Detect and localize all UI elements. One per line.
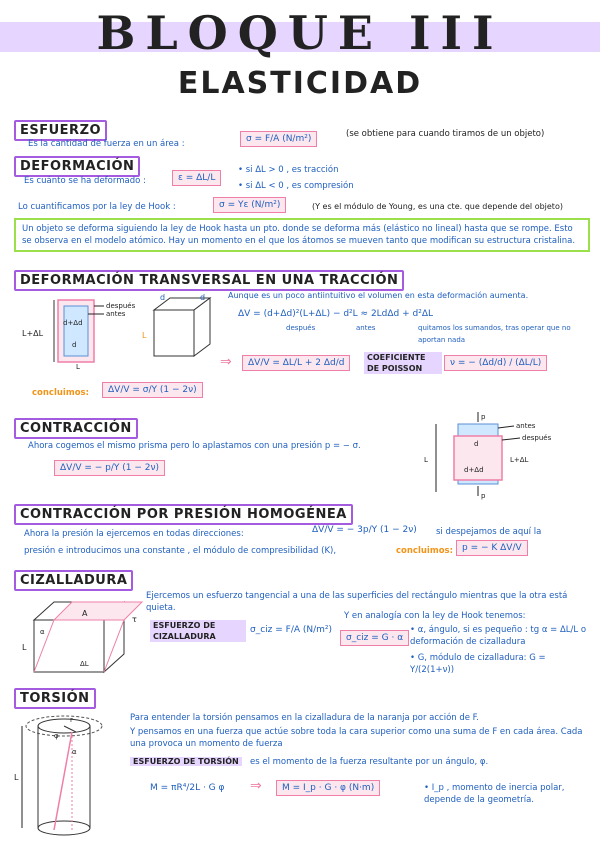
cizalladura-hooke-intro: Y en analogía con la ley de Hook tenemos: (344, 611, 526, 621)
label-d: d (474, 440, 479, 448)
transversal-diagram (14, 292, 224, 374)
label-despues: después (106, 302, 136, 310)
label-d: d (72, 341, 77, 349)
label-p-top: p (481, 413, 486, 421)
callout-antes (498, 426, 514, 428)
label-antes: antes (106, 310, 126, 318)
poisson-formula: ν = − (Δd/d) / (ΔL/L) (444, 355, 547, 371)
cizalladura-desc: Ejercemos un esfuerzo tangencial a una de las superficies del rectángulo mientras que la otra está quieta. (146, 591, 568, 613)
esfuerzo-header: ESFUERZO (14, 120, 107, 141)
label-despues: después (522, 434, 552, 442)
homogenea-desc3: presión e introducimos una constante , el módulo de compresibilidad (K), (24, 546, 337, 556)
deformacion-case-compresion: • si ΔL < 0 , es compresión (238, 181, 354, 191)
homogenea-concl-label: concluimos: (396, 546, 454, 556)
transversal-label-despues: después (286, 324, 316, 332)
label-p-bottom: p (481, 492, 486, 500)
torsion-formula: M = I_p · G · φ (N·m) (276, 780, 380, 796)
poisson-label: COEFICIENTE DE POISSON (364, 352, 442, 374)
torsion-bullet-ip: • I_p , momento de inercia polar, depende de la geometría. (424, 783, 565, 805)
homogenea-eq: ΔV/V = − 3p/Y (1 − 2ν) (312, 525, 417, 535)
torsion-arrow-icon: ⇒ (250, 778, 262, 794)
label-l: L (76, 363, 80, 371)
label-l: L (424, 456, 428, 464)
cizalladura-diagram (14, 590, 144, 680)
arrow-icon: ⇒ (220, 354, 232, 370)
contraccion-header: CONTRACCIÓN (14, 418, 138, 439)
deformacion-header: DEFORMACIÓN (14, 156, 140, 177)
torsion-label-desc: es el momento de la fuerza resultante por un ángulo, φ. (250, 757, 489, 767)
contraccion-formula: ΔV/V = − p/Y (1 − 2ν) (54, 460, 165, 476)
homogenea-desc1: Ahora la presión la ejercemos en todas direcciones: (24, 529, 244, 539)
homogenea-formula: p = − K ΔV/V (456, 540, 528, 556)
transversal-eq2: ΔV/V = ΔL/L + 2 Δd/d (242, 355, 350, 371)
label-dd: d+Δd (464, 466, 484, 474)
homogenea-header: CONTRACCIÓN POR PRESIÓN HOMOGÉNEA (14, 504, 353, 525)
label-a: A (82, 609, 88, 618)
transversal-label-quitamos: quitamos los sumandos, tras operar que no aportan nada (418, 324, 571, 344)
esfuerzo-desc: Es la cantidad de fuerza en un área : (28, 139, 185, 149)
cube-label-d1: d (160, 293, 166, 302)
homogenea-desc2: si despejamos de aquí la (436, 527, 542, 537)
transversal-note: Aunque es un poco antiintuitivo el volumen en esta deformación aumenta. (228, 291, 529, 300)
label-ldl: L+ΔL (510, 456, 529, 464)
cizalladura-bullet-g: • G, módulo de cizalladura: G = Y/(2(1+ν)) (410, 653, 546, 675)
cizalladura-header: CIZALLADURA (14, 570, 133, 591)
label-alpha: α (40, 628, 45, 636)
cizalladura-label: ESFUERZO DE CIZALLADURA (150, 620, 246, 642)
cube-label-d2: d (200, 293, 206, 302)
label-antes: antes (516, 422, 536, 430)
torsion-desc1: Para entender la torsión pensamos en la cizalladura de la naranja por acción de F. (130, 713, 479, 723)
cizalladura-formula: σ_ciz = F/A (N/m²) (250, 625, 333, 635)
contraccion-diagram (420, 410, 590, 502)
torsion-diagram (14, 708, 124, 844)
twisted-line (54, 732, 72, 830)
torsion-eq: M = πR⁴/2L · G φ (150, 783, 225, 793)
hooke-intro: Lo cuantificamos por la ley de Hook : (18, 202, 176, 212)
torsion-header: TORSIÓN (14, 688, 96, 709)
label-alpha: α (72, 748, 77, 756)
callout-despues (502, 438, 520, 440)
deformacion-desc: Es cuánto se ha deformado : (24, 176, 146, 186)
deformacion-case-traccion: • si ΔL > 0 , es tracción (238, 165, 339, 175)
label-dl: ΔL (80, 660, 89, 668)
hooke-note: (Y es el módulo de Young, es una cte. que depende del objeto) (312, 202, 563, 211)
label-l: L (14, 773, 19, 782)
label-ldl: L+ΔL (22, 329, 44, 338)
transversal-header: DEFORMACIÓN TRANSVERSAL EN UNA TRACCIÓN (14, 270, 404, 291)
label-l: L (22, 643, 27, 652)
page-subtitle: ELASTICIDAD (177, 66, 423, 101)
esfuerzo-formula: σ = F/A (N/m²) (240, 131, 317, 147)
cube-label-l: L (142, 331, 147, 340)
label-r: r (70, 716, 73, 724)
label-phi: φ (54, 732, 59, 740)
deformacion-green-note: Un objeto se deforma siguiendo la ley de Hook hasta un pto. donde se deforma más (elástico no lineal) hasta que se rompe. Esto se observa en el modelo atómico. Hay un momento en el que los átomos se mueven tanto que modifican su estructura cristalina. (14, 218, 590, 252)
contraccion-desc: Ahora cogemos el mismo prisma pero lo aplastamos con una presión p = − σ. (28, 441, 361, 451)
label-tau: τ (132, 615, 137, 624)
label-dd: d+Δd (63, 319, 83, 327)
transversal-concl-label: concluimos: (32, 388, 90, 398)
cizalladura-bullet-alpha: • α, ángulo, si es pequeño : tg α = ΔL/L o deformación de cizalladura (410, 625, 587, 647)
page-title: BLOQUE III (96, 6, 504, 60)
deformacion-formula: ε = ΔL/L (172, 170, 221, 186)
transversal-label-antes: antes (356, 324, 376, 332)
transversal-concl-formula: ΔV/V = σ/Y (1 − 2ν) (102, 382, 203, 398)
hooke-formula: σ = Yε (N/m²) (213, 197, 286, 213)
cube-front (154, 310, 194, 356)
cizalladura-hooke: σ_ciz = G · α (340, 630, 409, 646)
torsion-label: ESFUERZO DE TORSIÓN (130, 757, 242, 766)
transversal-eq1: ΔV = (d+Δd)²(L+ΔL) − d²L ≈ 2LdΔd + d²ΔL (238, 309, 434, 319)
cylinder-bottom (38, 821, 90, 835)
torsion-desc2: Y pensamos en una fuerza que actúe sobre toda la cara superior como una suma de F en cada área. Cada una provoca un momento de fuerza (130, 727, 583, 749)
esfuerzo-note: (se obtiene para cuando tiramos de un objeto) (346, 129, 545, 139)
